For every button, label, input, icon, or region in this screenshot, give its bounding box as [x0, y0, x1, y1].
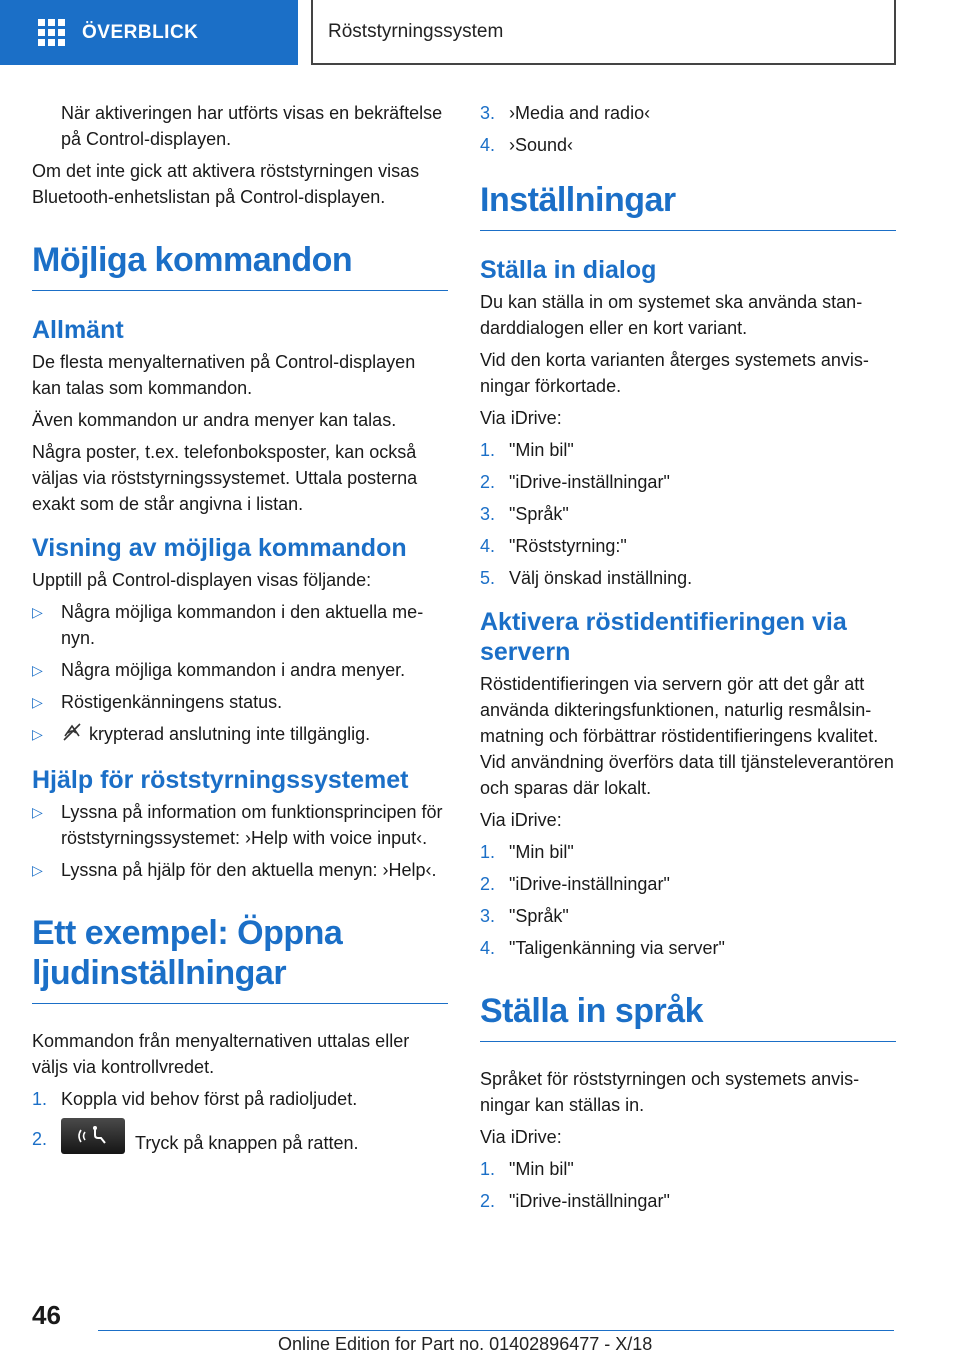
dialog-via: Via iDrive:	[480, 408, 562, 428]
triangle-bullet-icon: ▷	[32, 604, 43, 620]
list-item: 2. "iDrive-inställningar"	[480, 1191, 670, 1211]
heading-display-commands: Visning av möjliga kommandon	[32, 534, 407, 562]
list-item: 3. ›Media and radio‹	[480, 103, 651, 123]
server-via: Via iDrive:	[480, 810, 562, 830]
heading-general: Allmänt	[32, 316, 124, 344]
list-item: 2. Tryck på knappen på ratten.	[32, 1126, 448, 1162]
left-column	[32, 100, 448, 1168]
dialog-steps	[480, 437, 896, 591]
help-list	[32, 799, 448, 883]
heading-settings: Inställningar	[480, 180, 896, 231]
general-paragraph-3: Några poster, t.ex. telefonboksposter, kan också väljas via röststyrningssystemet. Uttala posterna exakt som de står angivna i listan.	[32, 442, 418, 514]
list-item: 1. "Min bil"	[480, 1159, 574, 1179]
list-item: 1. "Min bil"	[480, 440, 574, 460]
heading-language: Ställa in språk	[480, 991, 896, 1042]
triangle-bullet-icon: ▷	[32, 803, 43, 820]
triangle-bullet-icon: ▷	[32, 861, 43, 878]
list-item: ▷ Lyssna på hjälp för den aktuella menyn: ›Help‹.	[32, 857, 448, 883]
heading-example: Ett exempel: Öppna ljudinställningar	[32, 913, 448, 1004]
intro-paragraph: Om det inte gick att aktivera röststyrningen visas Bluetooth-enhetslistan på Control-displayen.	[32, 161, 420, 207]
triangle-bullet-icon: ▷	[32, 726, 43, 742]
general-paragraph-1: De flesta menyalternativen på Control-displayen kan talas som kommandon.	[32, 352, 416, 398]
language-via: Via iDrive:	[480, 1127, 562, 1147]
list-item: ▷ Några möjliga kommandon i den aktuella menyn.	[32, 599, 448, 651]
section-title: Röststyrningssystem	[311, 0, 896, 65]
voice-command-button-image	[61, 1118, 125, 1154]
list-item: 4. "Taligenkänning via server"	[480, 938, 725, 958]
heading-possible-commands: Möjliga kommandon	[32, 240, 448, 291]
list-item: ▷ Lyssna på information om funktionsprincipen för röststyrningssystemet: ›Help with voice input‹.	[32, 799, 448, 851]
dialog-paragraph-1: Du kan ställa in om systemet ska använda standarddialogen eller en kort variant.	[480, 292, 863, 338]
heading-server-recognition: Aktivera röstidentifieringen via servern	[480, 608, 847, 666]
grid-menu-icon	[38, 19, 65, 46]
server-paragraph: Röstidentifieringen via servern gör att det går att använda dikteringsfunktionen, naturlig resmålsinmatning och förbättrar röstidentifieringens kvalitet. Vid användning överförs data till tjänsteleverantören och sparas där lokalt.	[480, 674, 894, 798]
encryption-unavailable-icon	[61, 722, 83, 749]
heading-help: Hjälp för röststyrningssystemet	[32, 765, 409, 794]
server-steps	[480, 839, 896, 961]
continued-steps	[480, 100, 896, 158]
list-item: 1. Koppla vid behov först på radioljudet.	[32, 1088, 358, 1109]
list-item: 2. "iDrive-inställningar"	[480, 874, 670, 894]
overview-tab[interactable]	[0, 0, 298, 65]
list-item: 2. "iDrive-inställningar"	[480, 472, 670, 492]
intro-indent-text: När aktiveringen har utförts visas en bekräftelse på Control-displayen.	[61, 103, 443, 149]
dialog-paragraph-2: Vid den korta varianten återges systemets anvisningar förkortade.	[480, 350, 869, 396]
list-item: ▷ Några möjliga kommandon i andra menyer.	[32, 657, 448, 683]
language-paragraph: Språket för röststyrningen och systemets anvisningar kan ställas in.	[480, 1069, 860, 1115]
list-item: 3. "Språk"	[480, 906, 569, 926]
page-number: 46	[32, 1300, 61, 1330]
list-item: 5. Välj önskad inställning.	[480, 568, 693, 588]
overview-tab-label: ÖVERBLICK	[82, 21, 199, 43]
footer-edition-text: Online Edition for Part no. 01402896477 - X/18	[278, 1334, 653, 1354]
right-column	[480, 100, 896, 1220]
footer-divider	[98, 1330, 894, 1331]
list-item: 3. "Språk"	[480, 504, 569, 524]
language-steps	[480, 1156, 896, 1214]
triangle-bullet-icon: ▷	[32, 662, 43, 678]
list-item: 1. "Min bil"	[480, 842, 574, 862]
list-item: 4. "Röststyrning:"	[480, 536, 627, 556]
general-paragraph-2: Även kommandon ur andra menyer kan talas.	[32, 410, 397, 430]
example-steps	[32, 1086, 448, 1162]
list-item: ▷ krypterad anslutning inte tillgänglig.	[32, 721, 448, 749]
triangle-bullet-icon: ▷	[32, 694, 43, 710]
display-list	[32, 599, 448, 749]
list-item: 4. ›Sound‹	[480, 135, 574, 155]
display-intro: Upptill på Control-displayen visas följande:	[32, 570, 372, 590]
heading-dialog: Ställa in dialog	[480, 256, 657, 284]
list-item: ▷ Röstigenkänningens status.	[32, 689, 448, 715]
example-intro: Kommandon från menyalternativen uttalas eller väljs via kontrollvredet.	[32, 1030, 410, 1077]
